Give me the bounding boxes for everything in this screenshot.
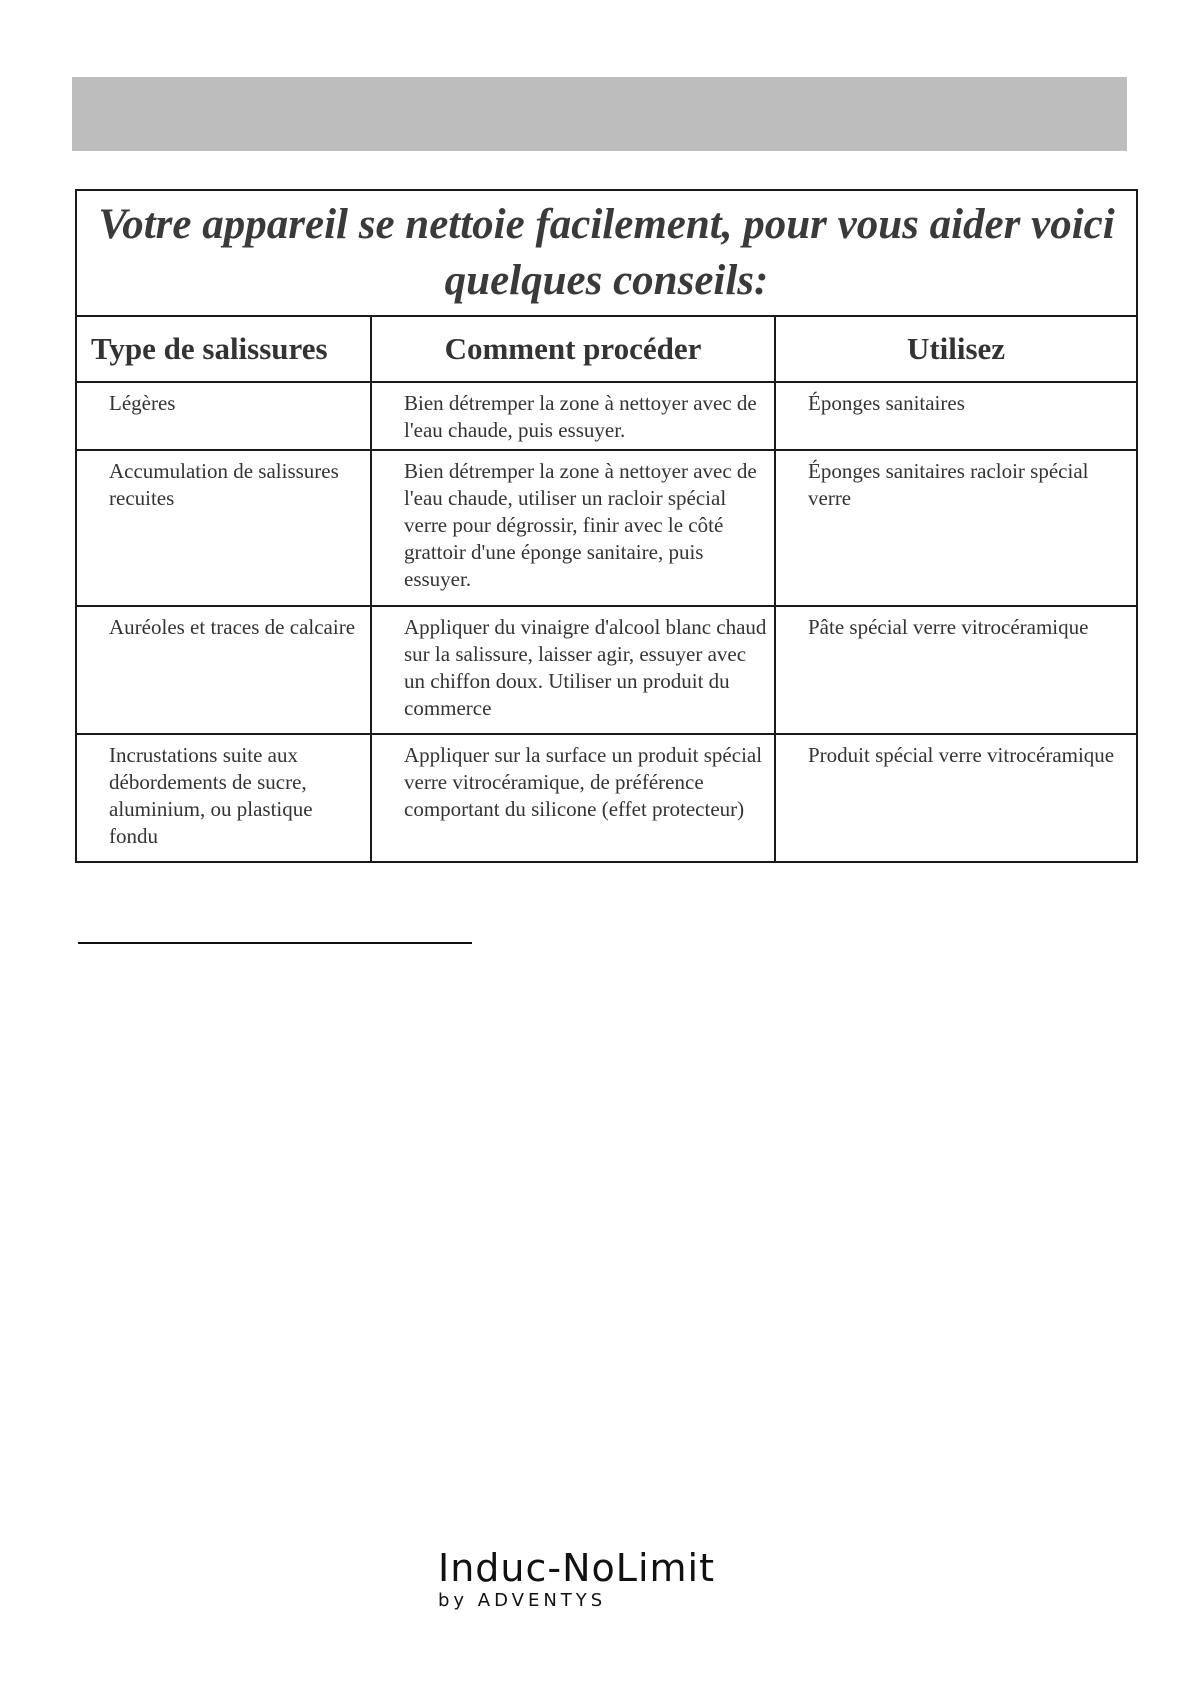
cell-use: Pâte spécial verre vitrocéramique [775,606,1137,734]
cell-use: Produit spécial verre vitrocéramique [775,734,1137,862]
header-bar [72,77,1127,151]
cell-use: Éponges sanitaires [775,382,1137,450]
cell-method: Appliquer sur la surface un produit spécial verre vitrocéramique, de préférence comportant du silicone (effet protecteur) [371,734,775,862]
brand-logo [438,1548,715,1612]
cell-use: Éponges sanitaires racloir spécial verre [775,450,1137,606]
table-row [76,382,1137,450]
cell-type: Auréoles et traces de calcaire [76,606,371,734]
cell-type: Incrustations suite aux débordements de sucre, aluminium, ou plastique fondu [76,734,371,862]
column-header-method: Comment procéder [371,316,775,382]
table-row [76,450,1137,606]
cell-method: Appliquer du vinaigre d'alcool blanc chaud sur la salissure, laisser agir, essuyer avec un chiffon doux. Utiliser un produit du commerce [371,606,775,734]
column-header-use: Utilisez [775,316,1137,382]
cell-type: Légères [76,382,371,450]
table-row [76,734,1137,862]
cleaning-tips-table [75,189,1138,863]
cell-method: Bien détremper la zone à nettoyer avec de l'eau chaude, puis essuyer. [371,382,775,450]
table-header-row [76,316,1137,382]
column-header-type: Type de salissures [76,316,371,382]
cell-type: Accumulation de salissures recuites [76,450,371,606]
brand-name: Induc-NoLimit [438,1546,715,1590]
cell-method: Bien détremper la zone à nettoyer avec de l'eau chaude, utiliser un racloir spécial verre pour dégrossir, finir avec le côté grattoir d'une éponge sanitaire, puis essuyer. [371,450,775,606]
table-title: Votre appareil se nettoie facilement, pour vous aider voici quelques conseils: [76,190,1137,316]
divider-line [78,942,472,944]
table-row [76,606,1137,734]
table-title-row [76,190,1137,316]
brand-by-line: by ADVENTYS [438,1590,607,1611]
